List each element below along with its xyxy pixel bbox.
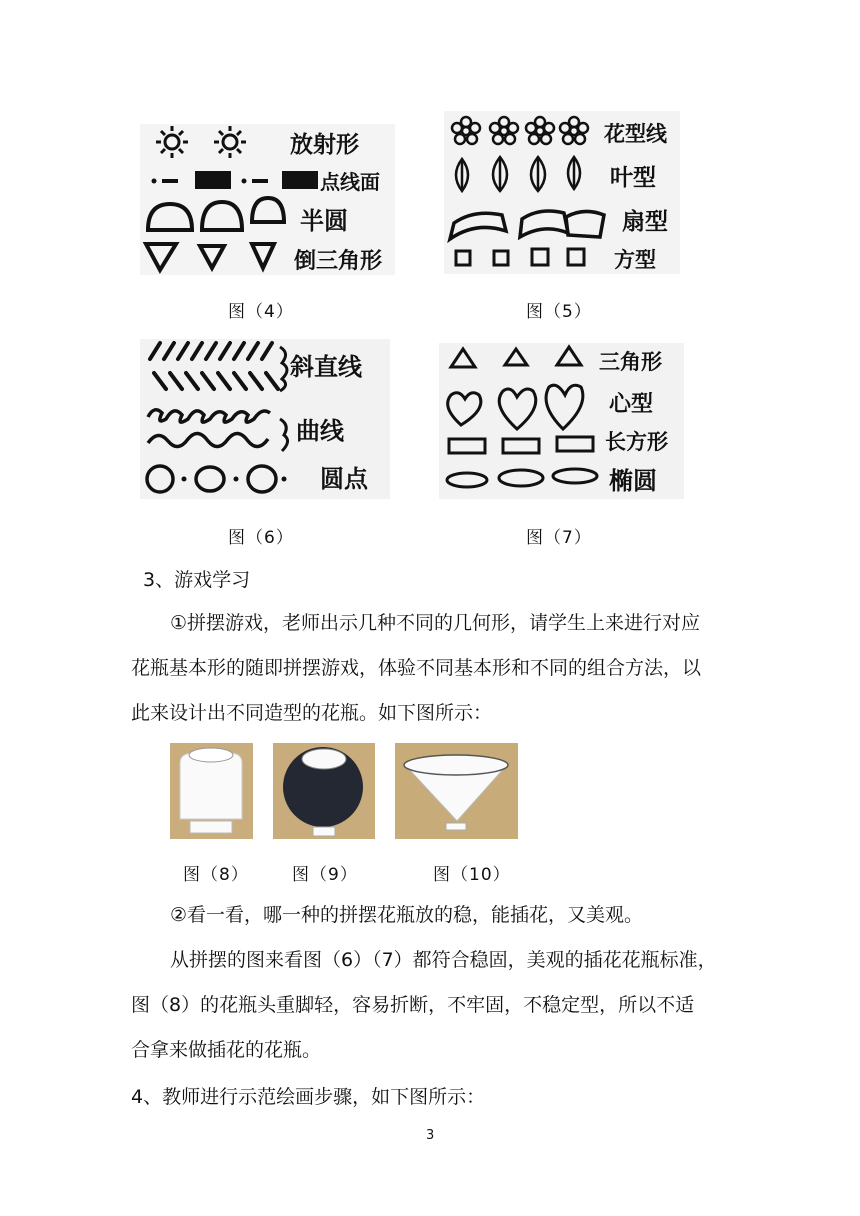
figure-6-photo <box>140 339 390 499</box>
figure-4-label-halfcircle: 半圆 <box>300 207 348 235</box>
figure-4-label-triangle: 倒三角形 <box>294 249 383 274</box>
figure-10-photo <box>395 743 518 839</box>
paragraph-2: ②看一看，哪一种的拼摆花瓶放的稳，能插花，又美观。 <box>170 904 644 926</box>
figure-6-caption: 图（6） <box>228 528 294 548</box>
figure-5-label-square: 方型 <box>614 248 656 272</box>
figure-5-caption: 图（5） <box>526 302 592 322</box>
figure-7-label-rectangle: 长方形 <box>605 430 668 454</box>
figure-4-photo <box>140 124 395 275</box>
figure-5-label-flower: 花型线 <box>604 122 667 146</box>
paragraph-3-line-3: 合拿来做插花的花瓶。 <box>131 1039 322 1061</box>
figure-5-label-fan: 扇型 <box>622 209 668 235</box>
figure-7-photo <box>439 343 684 499</box>
figure-4-caption: 图（4） <box>228 302 294 322</box>
figure-5-label-leaf: 叶型 <box>610 165 656 191</box>
section-3-heading: 3、游戏学习 <box>143 569 251 591</box>
figure-9-photo <box>273 743 375 839</box>
paragraph-3-line-1: 从拼摆的图来看图（6）（7）都符合稳固，美观的插花花瓶标准， <box>170 949 717 971</box>
figure-7-label-heart: 心型 <box>609 392 654 417</box>
figure-7-label-triangle: 三角形 <box>599 350 662 374</box>
figure-4-label-radial: 放射形 <box>290 132 359 158</box>
figure-7-label-ellipse: 椭圆 <box>609 467 657 495</box>
paragraph-1-line-1: ①拼摆游戏，老师出示几种不同的几何形，请学生上来进行对应 <box>170 612 701 634</box>
figure-6-label-curve: 曲线 <box>296 417 344 445</box>
figure-4-label-dotline: 点线面 <box>320 170 380 194</box>
page-number: 3 <box>426 1128 435 1143</box>
figure-7-caption: 图（7） <box>526 528 592 548</box>
figure-5-photo <box>444 111 680 274</box>
paragraph-1-line-3: 此来设计出不同造型的花瓶。如下图所示： <box>131 702 493 724</box>
figure-6-label-slant-line: 斜直线 <box>290 353 362 381</box>
paragraph-3-line-2: 图（8）的花瓶头重脚轻，容易折断，不牢固，不稳定型，所以不适 <box>131 994 695 1016</box>
paragraph-1-line-2: 花瓶基本形的随即拼摆游戏，体验不同基本形和不同的组合方法，以 <box>131 657 702 679</box>
figure-6-label-dot: 圆点 <box>320 465 368 493</box>
figure-8-photo <box>170 743 253 839</box>
figure-9-caption: 图（9） <box>292 865 358 885</box>
figure-8-caption: 图（8） <box>183 865 249 885</box>
figure-10-caption: 图（10） <box>433 865 511 885</box>
section-4-heading: 4、教师进行示范绘画步骤，如下图所示： <box>131 1086 486 1108</box>
